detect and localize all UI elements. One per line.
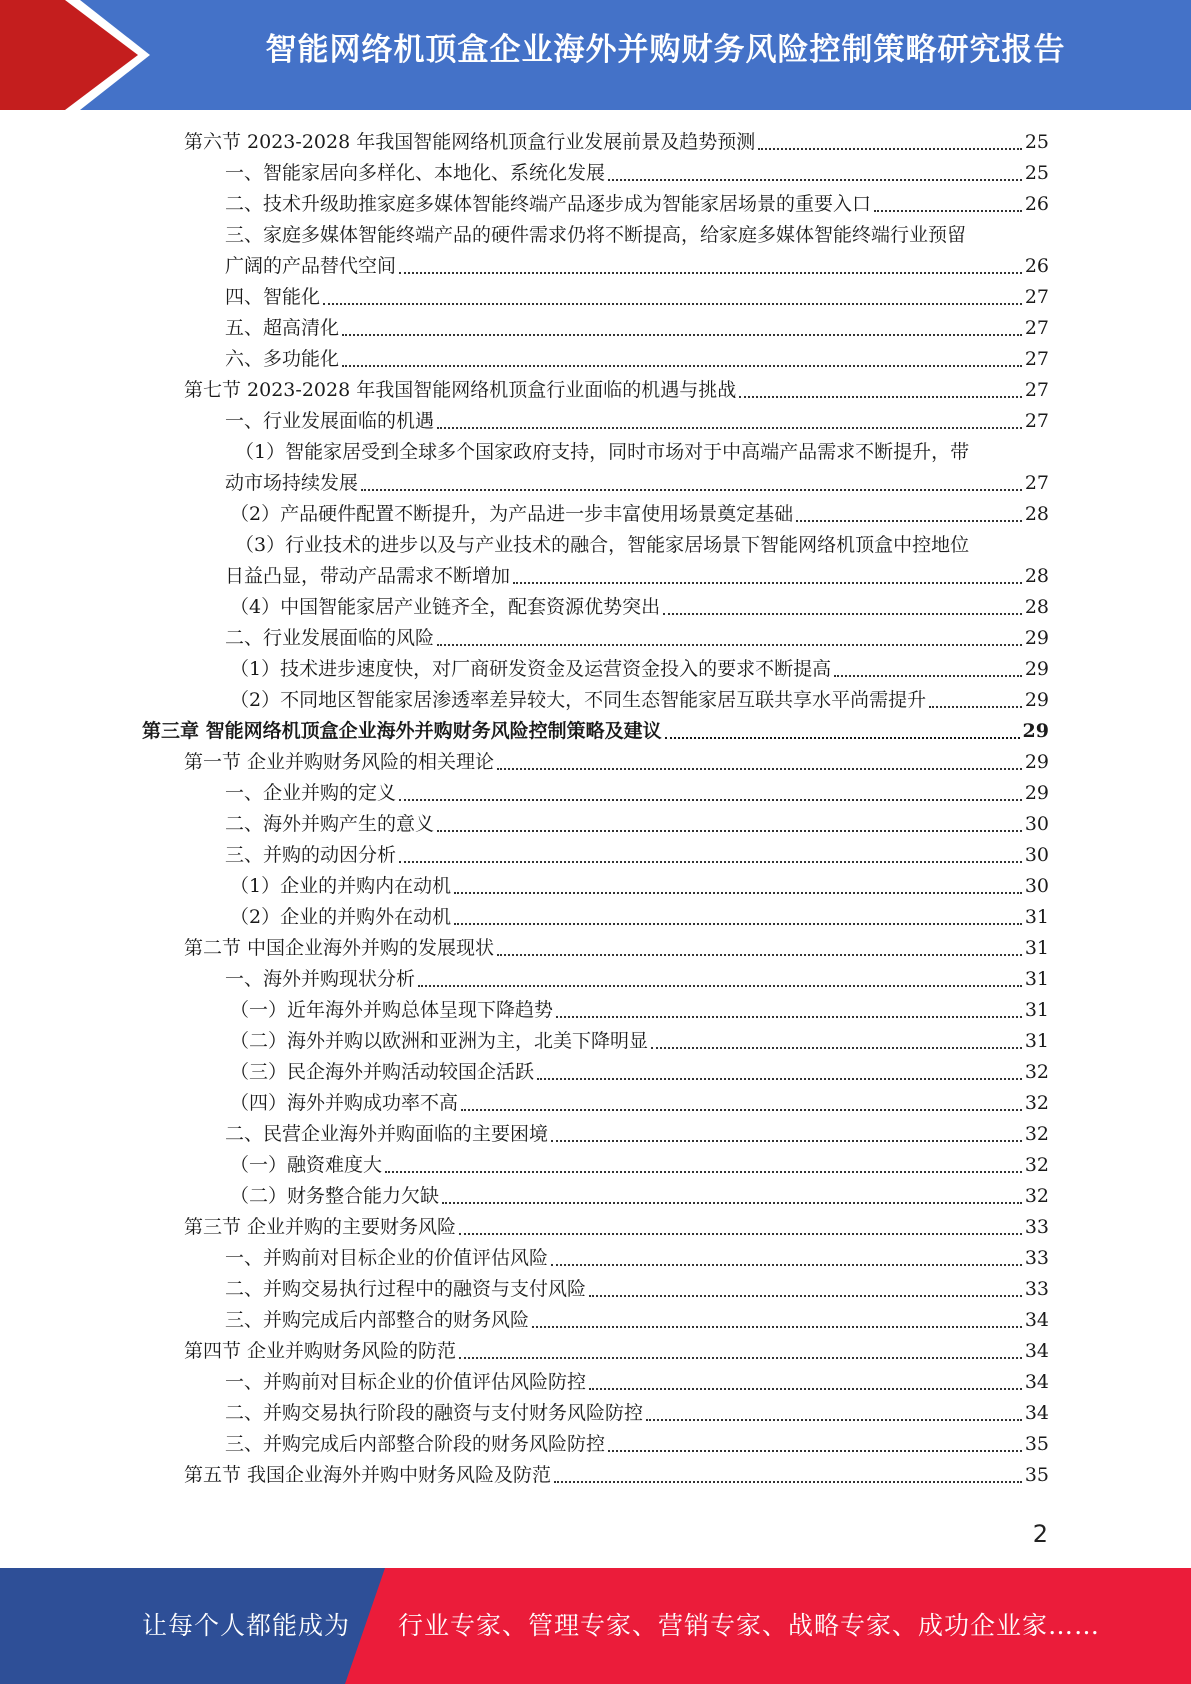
dot-leader [323, 303, 1022, 305]
dot-leader [556, 1016, 1022, 1018]
dot-leader [399, 272, 1022, 274]
footer-banner [0, 1568, 1191, 1684]
toc-page-number: 29 [1022, 720, 1049, 742]
toc-page-number: 27 [1024, 472, 1049, 494]
dot-leader [929, 706, 1022, 708]
dot-leader [497, 954, 1022, 956]
dot-leader [646, 1419, 1022, 1421]
toc-entry[interactable] [0, 778, 1191, 809]
toc-entry-title: （四）海外并购成功率不高 [230, 1092, 459, 1114]
toc-entry-title-line1: （1）智能家居受到全球多个国家政府支持，同时市场对于中高端产品需求不断提升，带 [235, 441, 970, 463]
toc-page-number: 32 [1024, 1061, 1049, 1083]
toc-page-number: 33 [1024, 1247, 1049, 1269]
toc-entry[interactable] [0, 530, 1191, 592]
toc-entry-title: （二）财务整合能力欠缺 [230, 1185, 440, 1207]
toc-entry-title: 三、并购的动因分析 [225, 844, 397, 866]
dot-leader [385, 1171, 1022, 1173]
toc-entry[interactable] [0, 840, 1191, 871]
toc-page-number: 30 [1024, 844, 1049, 866]
toc-entry[interactable] [0, 1274, 1191, 1305]
dot-leader [454, 892, 1022, 894]
toc-page-number: 29 [1024, 782, 1049, 804]
toc-entry-title-line2: 日益凸显，带动产品需求不断增加 [225, 565, 511, 587]
dot-leader [454, 923, 1022, 925]
dot-leader [342, 365, 1022, 367]
dot-leader [437, 427, 1022, 429]
toc-page-number: 27 [1024, 286, 1049, 308]
toc-entry[interactable] [0, 282, 1191, 313]
toc-entry[interactable] [0, 1181, 1191, 1212]
dot-leader [361, 489, 1022, 491]
toc-entry-title: （1）企业的并购内在动机 [230, 875, 452, 897]
toc-entry-title: 一、并购前对目标企业的价值评估风险 [225, 1247, 549, 1269]
dot-leader [537, 1078, 1022, 1080]
toc-entry[interactable] [0, 1243, 1191, 1274]
toc-entry-title: 第四节 企业并购财务风险的防范 [184, 1340, 457, 1362]
toc-entry-title: 第七节 2023-2028 年我国智能网络机顶盒行业面临的机遇与挑战 [184, 379, 737, 401]
toc-page-number: 26 [1024, 255, 1049, 277]
toc-entry[interactable] [0, 1212, 1191, 1243]
toc-entry-title: 第二节 中国企业海外并购的发展现状 [184, 937, 495, 959]
dot-leader [342, 334, 1022, 336]
toc-entry-title: 五、超高清化 [225, 317, 340, 339]
dot-leader [442, 1202, 1022, 1204]
toc-entry[interactable] [0, 1460, 1191, 1491]
toc-entry-title: 二、技术升级助推家庭多媒体智能终端产品逐步成为智能家居场景的重要入口 [225, 193, 872, 215]
toc-entry[interactable] [0, 747, 1191, 778]
toc-chapter-entry[interactable] [0, 716, 1191, 747]
toc-entry-title: 第三章 智能网络机顶盒企业海外并购财务风险控制策略及建议 [142, 720, 662, 742]
toc-entry-title: 第三节 企业并购的主要财务风险 [184, 1216, 457, 1238]
toc-entry-title: （一）融资难度大 [230, 1154, 383, 1176]
toc-page-number: 32 [1024, 1185, 1049, 1207]
toc-page-number: 29 [1024, 689, 1049, 711]
toc-entry[interactable] [0, 592, 1191, 623]
toc-page-number: 32 [1024, 1123, 1049, 1145]
dot-leader [665, 737, 1020, 739]
toc-page-number: 34 [1024, 1371, 1049, 1393]
toc-entry[interactable] [0, 189, 1191, 220]
toc-entry[interactable] [0, 1026, 1191, 1057]
toc-entry-title: （三）民企海外并购活动较国企活跃 [230, 1061, 535, 1083]
dot-leader [461, 1109, 1022, 1111]
toc-entry[interactable] [0, 964, 1191, 995]
toc-entry-title: 一、智能家居向多样化、本地化、系统化发展 [225, 162, 606, 184]
toc-page-number: 25 [1024, 162, 1049, 184]
dot-leader [663, 613, 1022, 615]
toc-entry[interactable] [0, 654, 1191, 685]
toc-page-number: 30 [1024, 813, 1049, 835]
toc-entry-title: 二、海外并购产生的意义 [225, 813, 435, 835]
toc-page-number: 34 [1024, 1309, 1049, 1331]
dot-leader [437, 644, 1022, 646]
toc-page-number: 27 [1024, 379, 1049, 401]
toc-entry[interactable] [0, 685, 1191, 716]
dot-leader [399, 799, 1022, 801]
toc-entry-title: 三、并购完成后内部整合的财务风险 [225, 1309, 530, 1331]
toc-entry[interactable] [0, 158, 1191, 189]
toc-page-number: 32 [1024, 1092, 1049, 1114]
toc-entry-title: （2）产品硬件配置不断提升，为产品进一步丰富使用场景奠定基础 [230, 503, 794, 525]
toc-entry[interactable] [0, 1150, 1191, 1181]
toc-entry[interactable] [0, 127, 1191, 158]
toc-entry-title: 一、企业并购的定义 [225, 782, 397, 804]
toc-entry[interactable] [0, 1429, 1191, 1460]
dot-leader [551, 1140, 1022, 1142]
toc-page-number: 27 [1024, 410, 1049, 432]
toc-page-number: 32 [1024, 1154, 1049, 1176]
toc-entry-title: 二、行业发展面临的风险 [225, 627, 435, 649]
toc-page-number: 31 [1024, 1030, 1049, 1052]
toc-entry[interactable] [0, 1336, 1191, 1367]
toc-page-number: 31 [1024, 906, 1049, 928]
toc-page-number: 28 [1024, 565, 1049, 587]
toc-entry-title: 二、并购交易执行阶段的融资与支付财务风险防控 [225, 1402, 644, 1424]
dot-leader [651, 1047, 1022, 1049]
toc-entry-title: 第六节 2023-2028 年我国智能网络机顶盒行业发展前景及趋势预测 [184, 131, 756, 153]
dot-leader [418, 985, 1022, 987]
toc-entry[interactable] [0, 375, 1191, 406]
dot-leader [497, 768, 1022, 770]
dot-leader [608, 1450, 1022, 1452]
toc-entry-title-line2: 动市场持续发展 [225, 472, 359, 494]
toc-page-number: 29 [1024, 751, 1049, 773]
toc-entry[interactable] [0, 1088, 1191, 1119]
toc-entry[interactable] [0, 902, 1191, 933]
toc-page-number: 31 [1024, 968, 1049, 990]
toc-page-number: 27 [1024, 317, 1049, 339]
toc-entry[interactable] [0, 1367, 1191, 1398]
toc-entry[interactable] [0, 995, 1191, 1026]
dot-leader [589, 1295, 1022, 1297]
toc-entry-title: （一）近年海外并购总体呈现下降趋势 [230, 999, 554, 1021]
toc-entry-title: （2）不同地区智能家居渗透率差异较大，不同生态智能家居互联共享水平尚需提升 [230, 689, 927, 711]
chevron-arrow-icon [0, 0, 140, 110]
toc-page-number: 31 [1024, 937, 1049, 959]
footer-slogan-right: 行业专家、管理专家、营销专家、战略专家、成功企业家…… [398, 1611, 1101, 1640]
toc-page-number: 30 [1024, 875, 1049, 897]
toc-page-number: 28 [1024, 503, 1049, 525]
toc-page-number: 33 [1024, 1278, 1049, 1300]
toc-page-number: 25 [1024, 131, 1049, 153]
dot-leader [608, 179, 1022, 181]
toc-page-number: 33 [1024, 1216, 1049, 1238]
toc-entry[interactable] [0, 313, 1191, 344]
dot-leader [513, 582, 1022, 584]
dot-leader [739, 396, 1022, 398]
dot-leader [459, 1233, 1022, 1235]
toc-entry[interactable] [0, 406, 1191, 437]
toc-entry[interactable] [0, 220, 1191, 282]
toc-entry-title: （2）企业的并购外在动机 [230, 906, 452, 928]
toc-page-number: 35 [1024, 1433, 1049, 1455]
toc-page-number: 29 [1024, 627, 1049, 649]
toc-entry[interactable] [0, 623, 1191, 654]
toc-entry-title: （二）海外并购以欧洲和亚洲为主，北美下降明显 [230, 1030, 649, 1052]
dot-leader [834, 675, 1022, 677]
toc-entry[interactable] [0, 1057, 1191, 1088]
dot-leader [758, 148, 1022, 150]
report-title: 智能网络机顶盒企业海外并购财务风险控制策略研究报告 [265, 32, 1066, 68]
footer-slogan-left: 让每个人都能成为 [142, 1611, 351, 1640]
dot-leader [554, 1481, 1022, 1483]
dot-leader [551, 1264, 1022, 1266]
page-number: 2 [1032, 1520, 1048, 1548]
table-of-contents [0, 127, 1191, 1491]
toc-entry[interactable] [0, 344, 1191, 375]
dot-leader [589, 1388, 1022, 1390]
toc-entry-title: （1）技术进步速度快，对厂商研发资金及运营资金投入的要求不断提高 [230, 658, 832, 680]
toc-entry-title-line1: 三、家庭多媒体智能终端产品的硬件需求仍将不断提高，给家庭多媒体智能终端行业预留 [225, 224, 967, 246]
toc-entry-title: 三、并购完成后内部整合阶段的财务风险防控 [225, 1433, 606, 1455]
toc-entry-title-line2: 广阔的产品替代空间 [225, 255, 397, 277]
toc-page-number: 34 [1024, 1402, 1049, 1424]
toc-page-number: 35 [1024, 1464, 1049, 1486]
dot-leader [459, 1357, 1022, 1359]
toc-entry-title: 第一节 企业并购财务风险的相关理论 [184, 751, 495, 773]
header-banner [0, 0, 1191, 110]
toc-page-number: 27 [1024, 348, 1049, 370]
toc-entry-title: 六、多功能化 [225, 348, 340, 370]
toc-page-number: 31 [1024, 999, 1049, 1021]
toc-entry-title-line1: （3）行业技术的进步以及与产业技术的融合，智能家居场景下智能网络机顶盒中控地位 [235, 534, 970, 556]
toc-entry[interactable] [0, 809, 1191, 840]
toc-entry-title: （4）中国智能家居产业链齐全，配套资源优势突出 [230, 596, 661, 618]
dot-leader [437, 830, 1022, 832]
dot-leader [399, 861, 1022, 863]
toc-page-number: 34 [1024, 1340, 1049, 1362]
toc-entry[interactable] [0, 933, 1191, 964]
toc-entry-title: 二、民营企业海外并购面临的主要困境 [225, 1123, 549, 1145]
toc-entry[interactable] [0, 499, 1191, 530]
toc-entry[interactable] [0, 1119, 1191, 1150]
toc-entry-title: 四、智能化 [225, 286, 321, 308]
toc-entry-title: 二、并购交易执行过程中的融资与支付风险 [225, 1278, 587, 1300]
toc-entry-title: 一、并购前对目标企业的价值评估风险防控 [225, 1371, 587, 1393]
toc-entry-title: 第五节 我国企业海外并购中财务风险及防范 [184, 1464, 552, 1486]
toc-page-number: 28 [1024, 596, 1049, 618]
dot-leader [796, 520, 1022, 522]
toc-page-number: 26 [1024, 193, 1049, 215]
dot-leader [874, 210, 1022, 212]
toc-entry[interactable] [0, 871, 1191, 902]
toc-entry[interactable] [0, 437, 1191, 499]
toc-entry-title: 一、海外并购现状分析 [225, 968, 416, 990]
toc-entry[interactable] [0, 1305, 1191, 1336]
toc-entry[interactable] [0, 1398, 1191, 1429]
toc-page-number: 29 [1024, 658, 1049, 680]
dot-leader [532, 1326, 1022, 1328]
toc-entry-title: 一、行业发展面临的机遇 [225, 410, 435, 432]
